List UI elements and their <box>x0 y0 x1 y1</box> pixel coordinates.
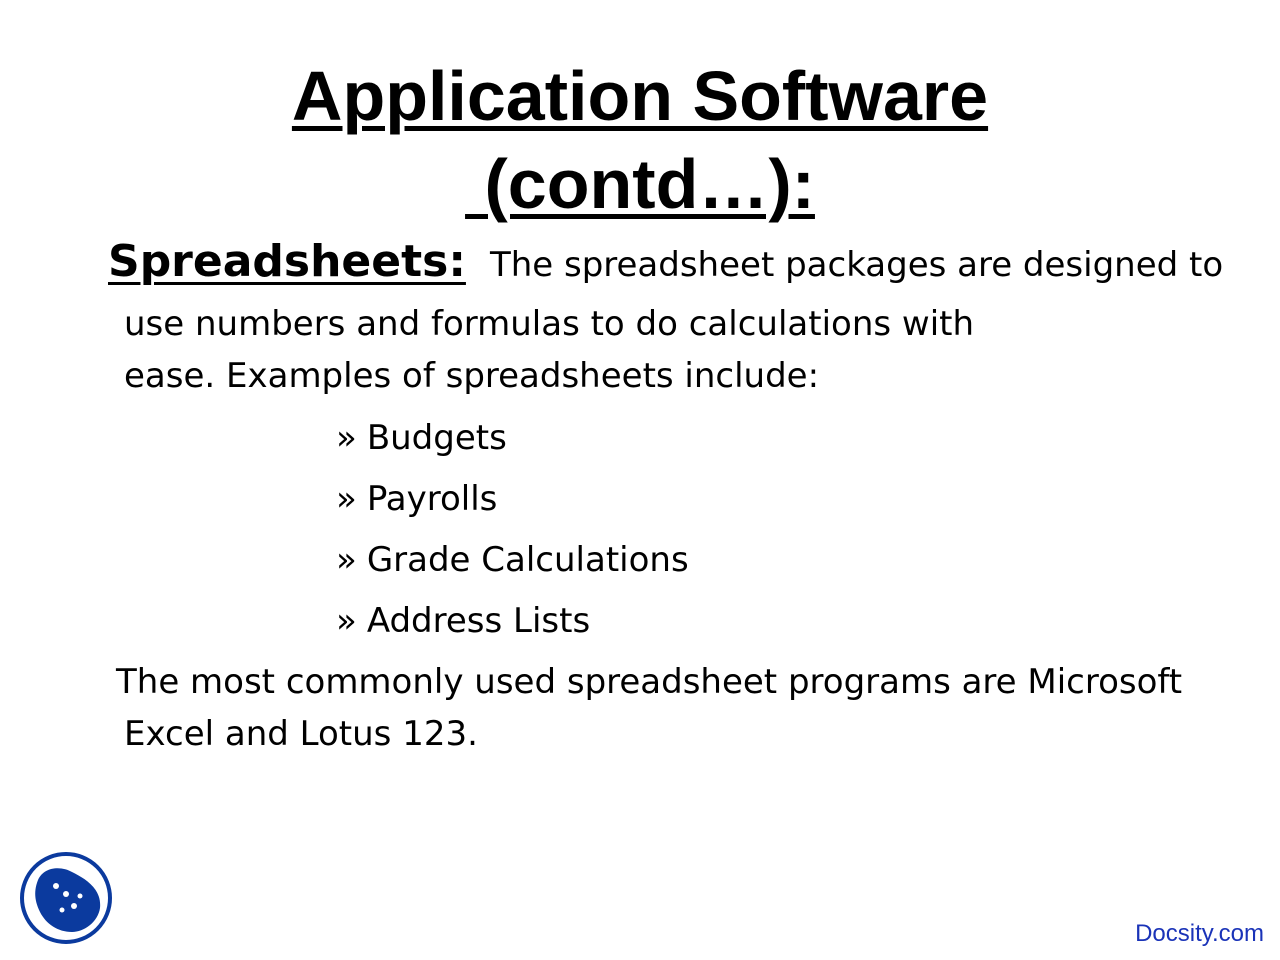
example-label: Payrolls <box>366 479 498 519</box>
bullet-icon: » <box>336 540 357 580</box>
brand-link[interactable]: Docsity.com <box>1135 920 1264 947</box>
list-item <box>336 412 689 473</box>
closing-paragraph-line-1: The most commonly used spreadsheet programs are Microsoft <box>116 662 1183 702</box>
section-heading: Spreadsheets: <box>108 236 466 287</box>
docsity-logo-icon <box>18 850 114 946</box>
closing-paragraph-line-2: Excel and Lotus 123. <box>124 714 478 754</box>
bullet-icon: » <box>336 479 357 519</box>
list-item <box>336 473 689 534</box>
intro-text-1: The spreadsheet packages are designed to <box>489 245 1224 285</box>
slide-title-line-1: Application Software <box>291 57 989 135</box>
slide-title-line-2: (contd…): <box>465 145 815 223</box>
intro-paragraph-line-2: use numbers and formulas to do calculations with <box>124 304 975 344</box>
list-item <box>336 534 689 595</box>
example-label: Address Lists <box>366 601 591 641</box>
intro-paragraph-line-1 <box>108 236 1223 287</box>
examples-list <box>336 412 689 656</box>
bullet-icon: » <box>336 601 357 641</box>
example-label: Grade Calculations <box>366 540 689 580</box>
example-label: Budgets <box>366 418 507 458</box>
intro-paragraph-line-3: ease. Examples of spreadsheets include: <box>124 356 820 396</box>
slide-title <box>0 52 1280 228</box>
list-item <box>336 595 689 656</box>
bullet-icon: » <box>336 418 357 458</box>
